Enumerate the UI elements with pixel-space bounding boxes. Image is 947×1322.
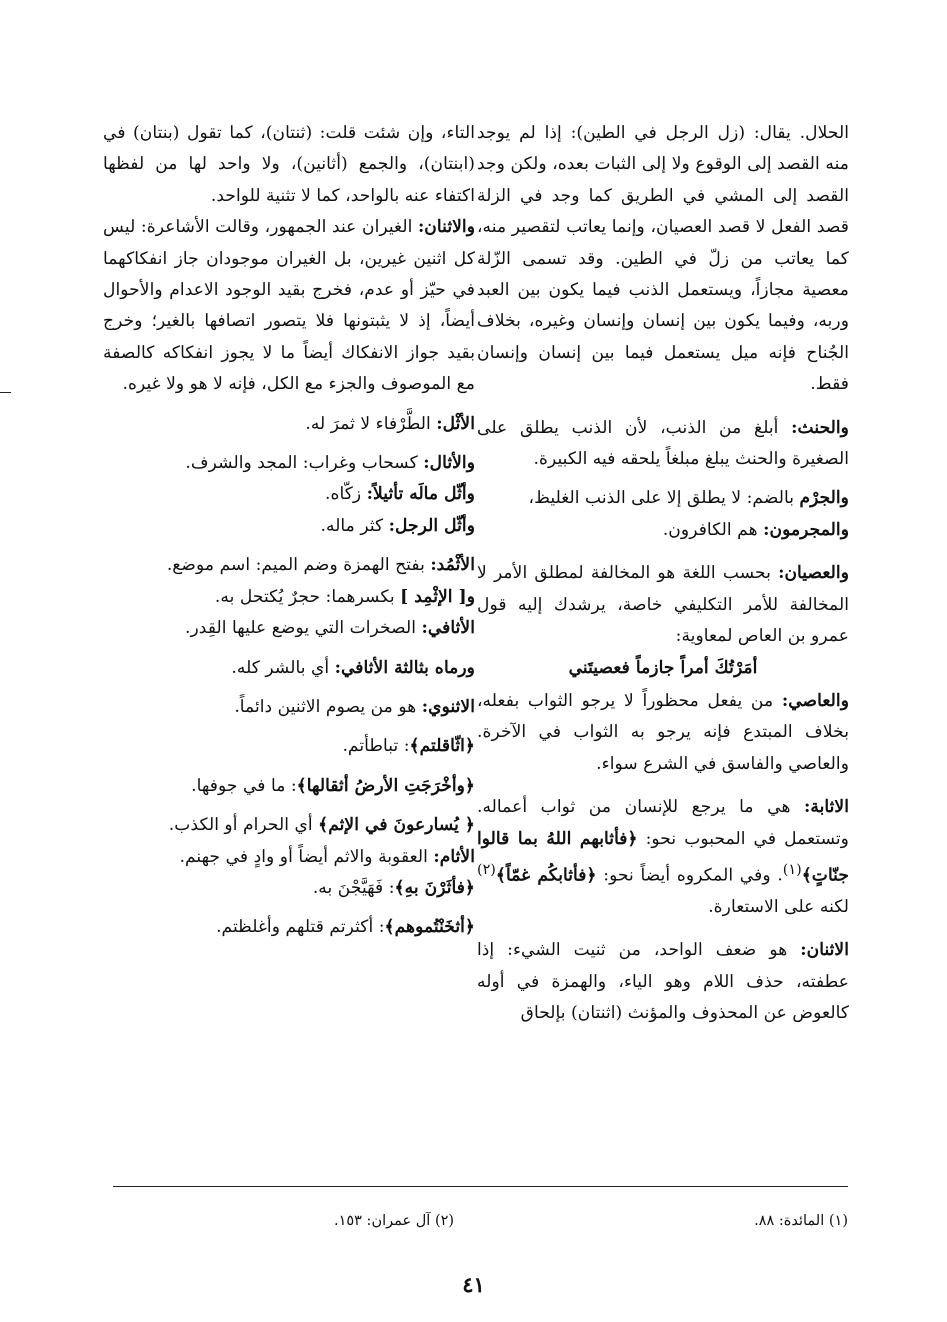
entry-term: والحنث:	[791, 417, 849, 438]
entry-definition: أبلغ من الذنب، لأن الذنب يطلق على الصغيرة والحنث يبلغ مبلغاً يلحقه فيه الكبيرة.	[477, 417, 849, 470]
margin-mark	[0, 392, 11, 393]
entry-term: ورماه بثالثة الأثافي:	[334, 657, 475, 678]
poem-verse: أمَرْتُكَ أمراً جازماً فعصيتَني	[568, 657, 758, 678]
entry-term: والمجرمون:	[763, 519, 849, 540]
footnote-divider	[113, 1186, 848, 1187]
entry-athafi	[103, 613, 475, 644]
footnote-2: (٢) آل عمران: ١٥٣.	[333, 1213, 455, 1229]
entry-term: والعصيان:	[778, 563, 849, 584]
entry-term: و[ الإثْمِد ]	[400, 586, 475, 607]
entry-definition: زكّاه.	[325, 484, 367, 505]
quran-quote: ﴿وأخْرَجَتِ الأرضُ أثقالها﴾	[296, 775, 475, 796]
entry-term: الأثْل:	[436, 413, 475, 434]
entry-athl	[103, 409, 475, 440]
entry-hinth	[477, 413, 849, 476]
quran-quote: ﴿اثّاقلتم﴾	[409, 736, 475, 757]
paragraph-continuation: التاء، وإن شئت قلت: (ثنتان)، كما تقول (بنتان) في (ابنتان)، والجمع (أثانين)، ولا واحد لها من لفظها اكتفاء عنه بالواحد، كما لا تثنية للواحد.	[103, 123, 475, 206]
page-number: ٤١	[462, 1272, 485, 1297]
entry-ithmid	[103, 582, 475, 613]
quran-quote: ﴿فأثابهم اللهُ بما قالوا جنّاتٍ﴾	[477, 828, 849, 886]
entry-definition: بفتح الهمزة وضم الميم: اسم موضع.	[166, 555, 431, 576]
entry-term: والجرْم	[799, 488, 849, 509]
entry-athqal	[103, 771, 475, 802]
entry-term: الأثافي:	[421, 618, 475, 639]
entry-athala-rajul	[103, 511, 475, 542]
entry-definition: هو من يصوم الاثنين دائماً.	[234, 696, 422, 717]
entry-definition: أي بالشر كله.	[231, 657, 335, 678]
entry-definition: كسحاب وغراب: المجد والشرف.	[185, 453, 424, 474]
entry-definition: من يفعل محظوراً لا يرجو الثواب بفعله، بخلاف المبتدع فإنه يرجو به الثواب في الآخرة. والعاصي والفاسق في الشرع سواء.	[477, 690, 849, 774]
entry-term: الاثابة:	[804, 797, 849, 818]
entry-ithnawi	[103, 692, 475, 723]
entry-definition: هم الكافرون.	[662, 519, 764, 540]
entry-ithnan-ghayran	[103, 212, 475, 400]
entry-iththaqaltum	[103, 731, 475, 762]
quran-quote: ﴿فأثابكُم غمّاً﴾	[495, 865, 597, 886]
right-column	[477, 118, 849, 1163]
entry-term: الاثنان:	[800, 940, 849, 961]
footnote-1: (١) المائدة: ٨٨.	[754, 1213, 848, 1229]
entry-term: وأثّل الرجل:	[388, 515, 475, 536]
entry-mujrimun	[477, 515, 849, 546]
entry-atharna	[103, 873, 475, 904]
paragraph-halal: الحلال. يقال: (زل الرجل في الطين): إذا لم يوجد منه القصد إلى الوقوع ولا إلى الثبات بعده، ولكن وجد القصد إلى المشي في الطريق كما وجد في الزلة قصد الفعل لا قصد العصيان، وإنما يعاتب لتقصير منه، كما يعاتب من زلّ في الطين. وقد تسمى الزّلة معصية مجازاً، ويستعمل الذنب فيما يكون بين العبد وربه، وفيما يكون بين إنسان وإنسان وغيره، بخلاف الجُناح فإنه ميل يستعمل فيما بين إنسان وإنسان فقط.	[477, 123, 849, 395]
entry-term: وأثّل مالَه تأثيلاً:	[366, 484, 475, 505]
quran-quote: ﴿فأثَرْنَ بهِ﴾	[394, 877, 475, 898]
entry-term: الأثام:	[433, 846, 475, 867]
entry-term: والأثال:	[423, 453, 475, 474]
entry-term: الاثنوي:	[421, 696, 475, 717]
entry-definition: بالضم: لا يطلق إلا على الذنب الغليظ،	[528, 488, 800, 509]
entry-term: الأثْمُد:	[430, 555, 475, 576]
entry-definition: الطَّرْفاء لا ثمرَ له.	[305, 413, 437, 434]
entry-definition: بحسب اللغة هو المخالفة لمطلق الأمر لا المخالفة للأمر التكليفي خاصة، يرشدك إليه قول عمرو بن العاص لمعاوية:	[477, 563, 849, 647]
entry-definition: بكسرهما: حجرٌ يُكتحل به.	[214, 586, 401, 607]
left-column	[103, 118, 475, 1163]
footnote-ref: (٢)	[477, 861, 496, 878]
entry-definition: الغيران عند الجمهور، وقالت الأشاعرة: ليس كل اثنين غيرين، بل الغيران موجودان جاز انفكاكهما في حيّز أو عدم، فخرج بقيد الوجود الاعدام والأحوال أيضاً، إذ لا يثبتونها فلا يتصور اتصافها بالغير؛ وخرج بقيد جواز الانفكاك أيضاً ما لا يجوز انفكاكه كالصفة مع الموصوف والجزء مع الكل، فإنه لا هو ولا غيره.	[103, 217, 475, 395]
entry-atham	[103, 842, 475, 873]
entry-ithaba	[477, 792, 849, 923]
entry-term: والاثنان:	[417, 217, 475, 238]
entry-definition: : فَهَيَّجْنَ به.	[312, 877, 395, 898]
entry-definition: العقوبة والاثم أيضاً أو وادٍ في جهنم.	[179, 846, 434, 867]
entry-term: والعاصي:	[781, 690, 849, 711]
entry-definition: لكنه على الاستعارة.	[708, 897, 849, 918]
entry-definition: : ما في جوفها.	[191, 775, 297, 796]
entry-athal	[103, 448, 475, 479]
entry-definition: كثر ماله.	[320, 515, 389, 536]
quran-quote: ﴿ يُسارعونَ في الإثم﴾	[318, 815, 475, 836]
entry-isyan	[477, 558, 849, 652]
entry-asi	[477, 686, 849, 780]
entry-athkhantum	[103, 912, 475, 943]
entry-definition: أي الحرام أو الكذب.	[168, 815, 319, 836]
entry-athmud	[103, 550, 475, 581]
entry-definition: . وفي المكروه أيضاً نحو:	[596, 865, 783, 886]
footnote-ref: (١)	[782, 861, 802, 878]
footnotes	[113, 1211, 848, 1231]
entry-definition: الصخرات التي يوضع عليها القِدر.	[185, 618, 422, 639]
quran-quote: ﴿أثخَنْتُموهم﴾	[384, 917, 475, 938]
entry-definition: هي ما يرجع للإنسان من ثواب أعماله. وتستعمل في المحبوب نحو:	[477, 797, 849, 849]
entry-jurm	[477, 483, 849, 514]
entry-definition: هو ضعف الواحد، من ثنيت الشيء: إذا عطفته، حذف اللام وهو الياء، والهمزة في أوله كالعوض عن المحذوف والمؤنث (اثنتان) بإلحاق	[477, 940, 849, 1024]
entry-thalithat-athafi	[103, 653, 475, 684]
entry-ithm	[103, 810, 475, 841]
entry-definition: : تباطأتم.	[342, 736, 410, 757]
entry-definition: : أكثرتم قتلهم وأغلظتم.	[216, 917, 385, 938]
entry-taathil	[103, 479, 475, 510]
entry-ithnan	[477, 935, 849, 1029]
